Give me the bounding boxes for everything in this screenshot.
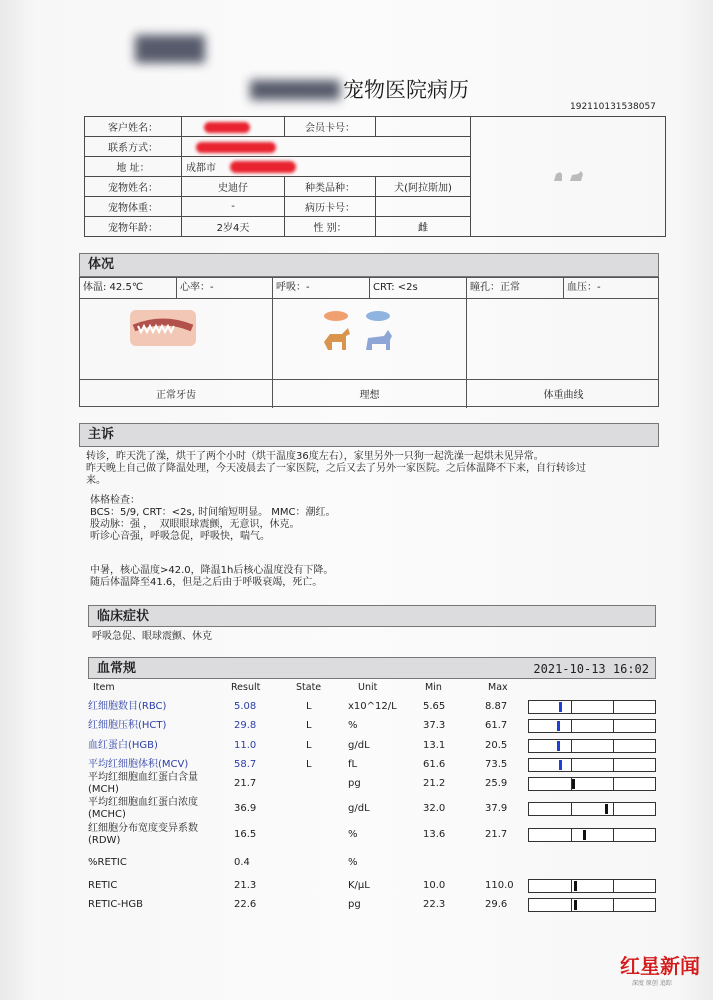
watermark-logo: 红星新闻: [620, 954, 700, 978]
col-header-max: Max: [488, 682, 508, 693]
lab-min: 37.3: [423, 720, 446, 731]
caption-ideal: 理想: [359, 390, 380, 401]
outcome-text: 中暑，核心温度>42.0，降温1h后核心温度没有下降。 随后体温降至41.6，但是之后由于呼吸衰竭，死亡。: [90, 565, 334, 588]
range-indicator: [528, 879, 656, 893]
lab-max: 73.5: [485, 759, 508, 770]
lab-max: 21.7: [485, 829, 508, 840]
lab-min: 22.3: [423, 899, 446, 910]
vital-temperature: 体温: 42.5℃: [83, 282, 144, 293]
lab-unit: x10^12/L: [348, 701, 397, 712]
test-datetime: 2021-10-13 16:02: [533, 662, 649, 676]
lab-item: 平均红细胞体积(MCV): [88, 759, 189, 770]
range-marker: [572, 779, 575, 789]
lab-min: 5.65: [423, 701, 446, 712]
label: 联系方式：: [85, 137, 182, 157]
lab-result: 21.7: [234, 778, 257, 789]
range-marker: [557, 741, 560, 751]
lab-item: 平均红细胞血红蛋白含量 (MCH): [88, 772, 198, 795]
lab-min: 10.0: [423, 880, 446, 891]
pet-silhouette-icon: [548, 165, 588, 185]
label: 地 址：: [85, 157, 182, 177]
lab-max: 37.9: [485, 803, 508, 814]
lab-max: 25.9: [485, 778, 508, 789]
caption-teeth: 正常牙齿: [156, 390, 196, 401]
label: 性 别：: [285, 217, 376, 237]
lab-unit: %: [348, 829, 358, 840]
col-header-result: Result: [231, 682, 261, 693]
lab-item: RETIC: [88, 880, 118, 891]
record-number: 192110131538057: [570, 102, 656, 112]
range-marker: [583, 830, 586, 840]
redacted-block: [250, 80, 340, 100]
label: 客户姓名：: [85, 117, 182, 137]
lab-state: L: [306, 740, 312, 751]
breed-value: 犬(阿拉斯加): [376, 177, 471, 197]
lab-result: 36.9: [234, 803, 257, 814]
lab-unit: K/μL: [348, 880, 370, 891]
caption-weight-curve: 体重曲线: [543, 390, 584, 401]
label: 宠物姓名：: [85, 177, 182, 197]
redacted-block: [135, 35, 205, 63]
lab-result: 5.08: [234, 701, 257, 712]
redacted-value: [182, 117, 285, 137]
lab-min: 13.6: [423, 829, 446, 840]
section-complaint: 主诉: [79, 423, 659, 447]
range-marker: [559, 702, 562, 712]
range-marker: [574, 900, 577, 910]
member-card-value: [376, 117, 471, 137]
lab-min: 61.6: [423, 759, 446, 770]
range-indicator: [528, 898, 656, 912]
exam-text: 体格检查： BCS：5/9, CRT：<2s, 时间缩短明显。 MMC：潮红。 股动脉：强 ， 双眼眼球震颤，无意识，休克。 听诊心音强，呼吸急促，呼吸快，喘气。: [90, 495, 336, 542]
lab-result: 16.5: [234, 829, 257, 840]
complaint-text: 转诊，昨天洗了澡，烘干了两个小时（烘干温度36度左右），家里另外一只狗一起洗澡一起烘未见异常。 昨天晚上自己做了降温处理，今天凌晨去了一家医院，之后又去了另外一家医院。之后体温降不下来，自行转诊过 来。: [86, 451, 586, 486]
age-value: 2岁4天: [182, 217, 285, 237]
redacted-value: [182, 137, 471, 157]
lab-item: 血红蛋白(HGB): [88, 740, 158, 751]
address-value: 成都市: [182, 157, 471, 177]
lab-result: 29.8: [234, 720, 257, 731]
lab-unit: %: [348, 857, 358, 868]
lab-max: 110.0: [485, 880, 514, 891]
label: 种类品种：: [285, 177, 376, 197]
teeth-icon: [128, 308, 198, 348]
client-info-table: [84, 116, 666, 237]
lab-item: RETIC-HGB: [88, 899, 144, 910]
label: 宠物年龄：: [85, 217, 182, 237]
col-header-min: Min: [425, 682, 442, 693]
sex-value: 雌: [376, 217, 471, 237]
lab-result: 21.3: [234, 880, 257, 891]
range-marker: [605, 804, 608, 814]
section-blood-routine: 血常规 2021-10-13 16:02: [88, 657, 656, 679]
range-indicator: [528, 700, 656, 714]
vital-respiration: 呼吸：-: [276, 282, 310, 293]
lab-unit: fL: [348, 759, 358, 770]
lab-result: 11.0: [234, 740, 257, 751]
pet-photo-area: [471, 117, 666, 237]
lab-max: 8.87: [485, 701, 508, 712]
lab-result: 58.7: [234, 759, 257, 770]
lab-item: %RETIC: [88, 857, 127, 868]
range-indicator: [528, 739, 656, 753]
lab-min: 32.0: [423, 803, 446, 814]
vitals-panel: [79, 277, 659, 407]
range-indicator: [528, 719, 656, 733]
lab-unit: g/dL: [348, 803, 370, 814]
lab-unit: pg: [348, 778, 361, 789]
range-marker: [557, 721, 560, 731]
lab-item: 红细胞压积(HCT): [88, 720, 167, 731]
section-condition: 体况: [79, 253, 659, 277]
lab-unit: pg: [348, 899, 361, 910]
col-header-item: Item: [93, 682, 115, 693]
pet-name-value: 史迪仔: [182, 177, 285, 197]
label: 宠物体重：: [85, 197, 182, 217]
col-header-state: State: [296, 682, 322, 693]
vital-crt: CRT: <2s: [373, 282, 418, 293]
case-card-value: [376, 197, 471, 217]
lab-state: L: [306, 720, 312, 731]
col-header-unit: Unit: [358, 682, 378, 693]
lab-max: 61.7: [485, 720, 508, 731]
vital-blood-pressure: 血压：-: [567, 282, 601, 293]
label: 会员卡号：: [285, 117, 376, 137]
vital-heart-rate: 心率：-: [180, 282, 214, 293]
lab-min: 21.2: [423, 778, 446, 789]
document-title: 宠物医院病历: [343, 78, 469, 102]
lab-state: L: [306, 759, 312, 770]
lab-item: 平均红细胞血红蛋白浓度 (MCHC): [88, 797, 198, 820]
symptoms-text: 呼吸急促、眼球震颤、休克: [92, 631, 212, 642]
pets-icon: [320, 306, 400, 356]
lab-result: 22.6: [234, 899, 257, 910]
lab-min: 13.1: [423, 740, 446, 751]
section-symptoms: 临床症状: [88, 605, 656, 627]
lab-result: 0.4: [234, 857, 250, 868]
range-marker: [574, 881, 577, 891]
lab-unit: %: [348, 720, 358, 731]
range-indicator: [528, 828, 656, 842]
lab-item: 红细胞分布宽度变异系数 (RDW): [88, 823, 198, 846]
range-marker: [559, 760, 562, 770]
lab-unit: g/dL: [348, 740, 370, 751]
range-indicator: [528, 777, 656, 791]
lab-max: 29.6: [485, 899, 508, 910]
lab-max: 20.5: [485, 740, 508, 751]
label: 病历卡号：: [285, 197, 376, 217]
lab-state: L: [306, 701, 312, 712]
weight-value: -: [182, 197, 285, 217]
lab-item: 红细胞数目(RBC): [88, 701, 167, 712]
watermark-sub: 深度 原创 追踪: [632, 980, 672, 987]
vital-pupil: 瞳孔：正常: [470, 282, 520, 293]
range-indicator: [528, 802, 656, 816]
range-indicator: [528, 758, 656, 772]
